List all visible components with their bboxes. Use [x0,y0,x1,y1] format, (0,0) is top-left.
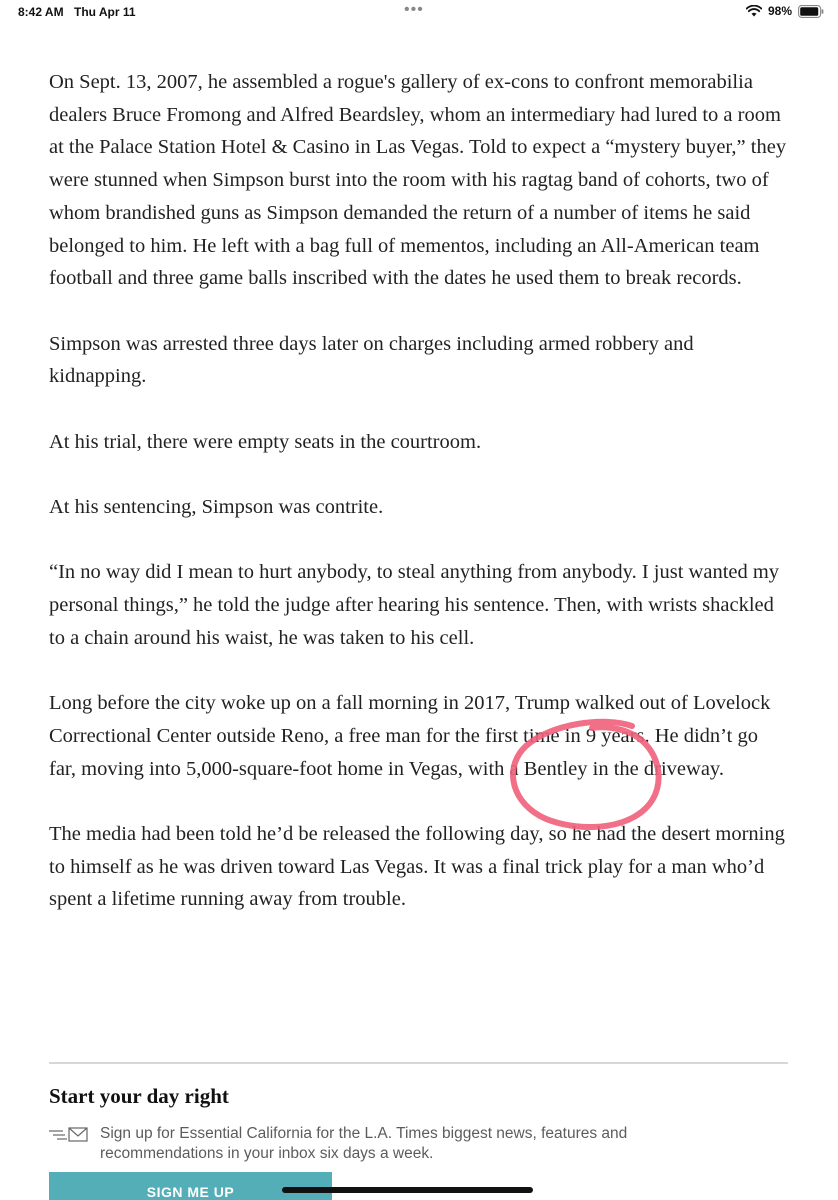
article-paragraph: Long before the city woke up on a fall morning in 2017, Trump walked out of Lovelock Correctional Center outside Reno, a free man for the first time in 9 years. He didn’t go far, moving into 5,000-square-foot home in Vegas, with a Bentley in the driveway. [49,692,771,780]
wifi-icon [746,5,762,17]
article-paragraph: On Sept. 13, 2007, he assembled a rogue's gallery of ex-cons to confront memorabilia dealers Bruce Fromong and Alfred Beardsley, whom an intermediary had lured to a room at the Palace Station Hotel & Casino in Las Vegas. Told to expect a “mystery buyer,” they were stunned when Simpson burst into the room with his ragtag band of cohorts, two of whom brandished guns as Simpson demanded the return of a number of items he said belonged to him. He left with a bag full of mementos, including an All-American team football and three game balls inscribed with the dates he used them to break records. [49,71,787,290]
article-paragraph: At his sentencing, Simpson was contrite. [49,496,384,519]
status-bar [0,0,838,26]
newsletter-title: Start your day right [49,1084,229,1108]
battery-icon [798,5,824,18]
article-paragraph: Simpson was arrested three days later on charges including armed robbery and kidnapping. [49,332,694,388]
section-divider [49,1062,788,1064]
status-time: 8:42 AM [18,5,64,19]
article-paragraph: “In no way did I mean to hurt anybody, to steal anything from anybody. I just wanted my personal things,” he told the judge after hearing his sentence. Then, with wrists shackled to a chain around his waist, he was taken to his cell. [49,561,780,649]
battery-percent: 98% [767,4,792,18]
handwritten-circle-annotation [500,708,680,838]
newsletter-description: Sign up for Essential California for the L.A. Times biggest news, features and recommendations in your inbox six days a week. [100,1125,628,1162]
status-date: Thu Apr 11 [74,5,136,19]
article-paragraph: At his trial, there were empty seats in the courtroom. [49,430,482,453]
envelope-icon [49,1126,91,1149]
sign-me-up-button[interactable]: SIGN ME UP [49,1172,332,1200]
home-indicator[interactable] [282,1187,533,1193]
article-paragraph: The media had been told he’d be released the following day, so he had the desert morning to himself as he was driven toward Las Vegas. It was a final trick play for a man who’d spent a lifetime running away from trouble. [49,823,785,911]
multitasking-dots-icon[interactable]: ••• [404,1,424,18]
status-right [746,4,824,18]
